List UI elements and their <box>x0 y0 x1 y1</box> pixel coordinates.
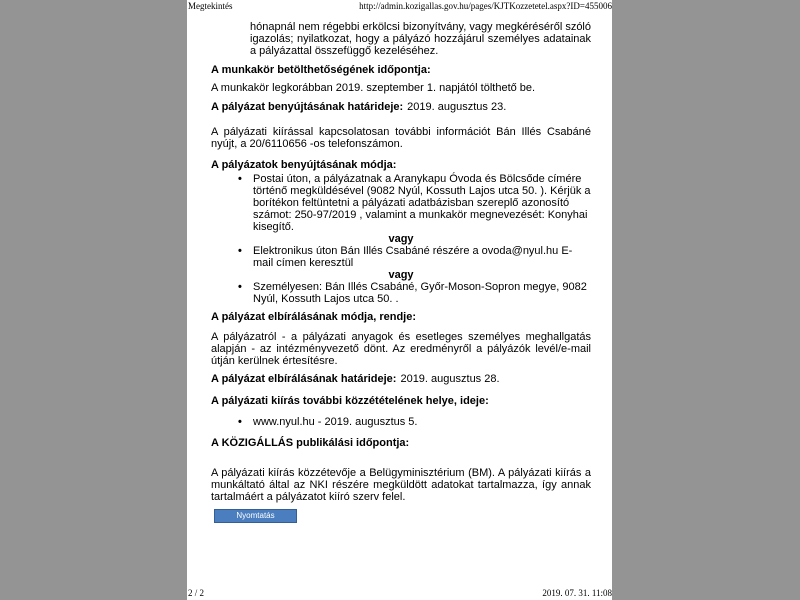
heading-munkakor-betoltes: A munkakör betölthetőségének időpontja: <box>211 64 431 76</box>
heading-kozigallas-publikalas: A KÖZIGÁLLÁS publikálási időpontja: <box>211 437 410 449</box>
heading-benyujtas-hatarido-label: A pályázat benyújtásának határideje: <box>211 101 404 113</box>
heading-elbiralas-modja: A pályázat elbírálásának módja, rendje: <box>211 311 417 323</box>
list-item-nyul-hu: • www.nyul.hu - 2019. augusztus 5. <box>211 416 591 428</box>
print-button[interactable]: Nyomtatás <box>214 509 297 523</box>
heading-elbiralas-hatarido-label: A pályázat elbírálásának határideje: <box>211 373 397 385</box>
paragraph-kozzetevo: A pályázati kiírás közzétevője a Belügyminisztérium (BM). A pályázati kiírás a munkáltató által az NKI részére megküldött adatokat tartalmazza, így annak tartalmáért a pályázatot kiíró szerv felel. <box>211 467 591 503</box>
list-item-postai: • Postai úton, a pályázatnak a Aranykapu Óvoda és Bölcsőde címére történő megküldésével (9082 Nyúl, Kossuth Lajos utca 50. ). Kérjük a borítékon feltüntetni a pályázati adatbázisban szereplő azonosító számot: 250-97/2019 , valamint a munkakör megnevezését: Konyhai kisegítő. <box>211 173 591 233</box>
paragraph-continuation: hónapnál nem régebbi erkölcsi bizonyítvány, vagy megkéréséről szóló igazolás; nyilatkozat, hogy a pályázó hozzájárul személyes adatainak a pályázattal összefüggő kezeléséhez. <box>250 21 591 57</box>
document-body <box>211 21 591 503</box>
print-preview-page <box>187 0 612 600</box>
elbiralas-hatarido-value: 2019. augusztus 28. <box>400 373 500 385</box>
print-header-url: http://admin.kozigallas.gov.hu/pages/KJTKozzetetel.aspx?ID=455006 <box>359 1 612 11</box>
print-timestamp: 2019. 07. 31. 11:08 <box>542 588 612 598</box>
print-header-title: Megtekintés <box>188 1 233 11</box>
list-item-szemelyesen: • Személyesen: Bán Illés Csabáné, Győr-Moson-Sopron megye, 9082 Nyúl, Kossuth Lajos utca 50. . <box>211 281 591 305</box>
benyujtas-hatarido-value: 2019. augusztus 23. <box>407 101 507 113</box>
list-item-elektronikus: • Elektronikus úton Bán Illés Csabáné részére a ovoda@nyul.hu E-mail címen keresztül <box>211 245 591 269</box>
print-footer <box>188 588 612 598</box>
separator-vagy-2: vagy <box>388 269 414 281</box>
heading-elbiralas-hatarido <box>211 373 591 385</box>
heading-kozzetetel-helye: A pályázati kiírás további közzétételének helye, ideje: <box>211 395 489 407</box>
paragraph-elbiralas: A pályázatról - a pályázati anyagok és esetleges személyes meghallgatás alapján - az intézményvezető dönt. Az eredményről a pályázók levél/e-mail útján kerülnek értesítésre. <box>211 331 591 367</box>
heading-benyujtas-hatarido <box>211 101 591 113</box>
separator-vagy-1: vagy <box>388 233 414 245</box>
heading-benyujtas-modja: A pályázatok benyújtásának módja: <box>211 159 397 171</box>
print-header <box>188 1 612 11</box>
page-number: 2 / 2 <box>188 588 205 598</box>
paragraph-munkakor-betoltes: A munkakör legkorábban 2019. szeptember 1. napjától tölthető be. <box>211 82 536 94</box>
paragraph-informacio: A pályázati kiírással kapcsolatosan további információt Bán Illés Csabáné nyújt, a 20/6110656 -os telefonszámon. <box>211 126 591 150</box>
